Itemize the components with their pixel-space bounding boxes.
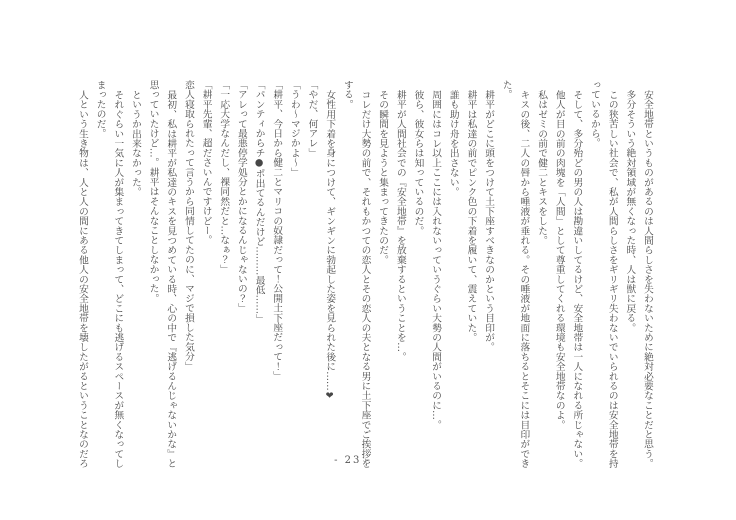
- text-column: 安全地帯というものがあるのは人間らしさを失わないために絶対必要なことだと思う。: [642, 89, 653, 468]
- text-column: 「耕平、今日から健二とマリコの奴隷だって！公開土下座だって！」: [271, 80, 283, 381]
- text-column: 「アレって最悪停学処分とかになるんじゃないの？」: [235, 80, 247, 313]
- text-column: 最初、私は耕平が私達のキスを見つめている時、心の中で『逃げるんじゃないかな』と: [165, 89, 177, 468]
- text-column: というか出来なかった。: [129, 89, 141, 197]
- text-column: た。: [500, 80, 512, 100]
- text-column: 多分そういう絶対領域が無くなった時、人は獣に戻る。: [624, 89, 636, 333]
- text-column: 女性用下着を身につけて、ギンギンに勃起した姿を見られた後に……❤: [324, 89, 336, 402]
- text-column: っているから。: [589, 80, 601, 148]
- text-column: 「うわ〜マジかよ〜」: [288, 80, 300, 177]
- text-column: コレだけ大勢の前で、それもかつての恋人とその恋人の夫となる男に土下座でご挨拶を: [359, 89, 371, 468]
- text-column: 耕平は私達の前でピンク色の下着を履いて、震えていた。: [465, 89, 477, 342]
- text-column: 耕平が人間社会での『安全地帯』を放棄するということを…。: [394, 89, 406, 362]
- vertical-text-block: [44, 80, 656, 474]
- text-column: 思っていたけど…。耕平はそんなことしなかった。: [147, 80, 159, 304]
- text-column: それぐらい一気に人が集まってきてしまって、どこにも逃げるスペースが無くなってし: [112, 89, 124, 468]
- text-column: その瞬間を見ようと集まってきたのだ。: [377, 89, 389, 265]
- text-column: 恋人寝取られたって言うから同情してたのに、マジで損した気分」: [182, 80, 194, 371]
- text-column: 彼ら、彼女らは知っているのだ。: [412, 89, 424, 236]
- text-column: する。: [341, 80, 353, 110]
- text-column: 「やだ、何アレ」: [306, 80, 318, 158]
- text-column: キスの後、二人の唇から唾液が垂れる。その唾液が地面に落ちるとそこには目印ができ: [518, 89, 530, 468]
- text-column: この狭苦しい社会で、私が人間らしさをギリギリ失わないでいられるのは安全地帯を持: [606, 89, 618, 468]
- text-column: 誰も助け舟を出さない。: [447, 89, 459, 197]
- text-column: 「一応大学なんだし、裸同然だと…なぁ？」: [218, 80, 230, 274]
- text-column: そして、多分殆どの男の人は勘違いしてるけど、安全地帯は一人になれる所じゃない。: [571, 89, 583, 468]
- text-column: 耕平がどこに頭をつけて土下座すべきなのかという目印が。: [483, 89, 495, 352]
- page-number: - 23 -: [334, 455, 372, 466]
- text-column: まったのだ。: [94, 80, 106, 139]
- text-column: 周囲にはコレ以上ここには入れないっていうぐらい大勢の人間がいるのに…。: [430, 89, 442, 430]
- text-column: 「耕平先輩、超ださいんですけどー。: [200, 80, 212, 245]
- text-column: 他人が目の前の肉塊を「人間」として尊重してくれる環境も安全地帯なのよ。: [553, 89, 565, 430]
- text-column: 人という生き物は、人と人の間にある他人の安全地帯を壊したがるということなのだろ: [77, 89, 88, 468]
- text-column: 「パンティからチ●ポ出てるんだけど………最低……」: [253, 80, 265, 324]
- text-column: 私はゼミの前で健二とキスをした。: [536, 89, 548, 245]
